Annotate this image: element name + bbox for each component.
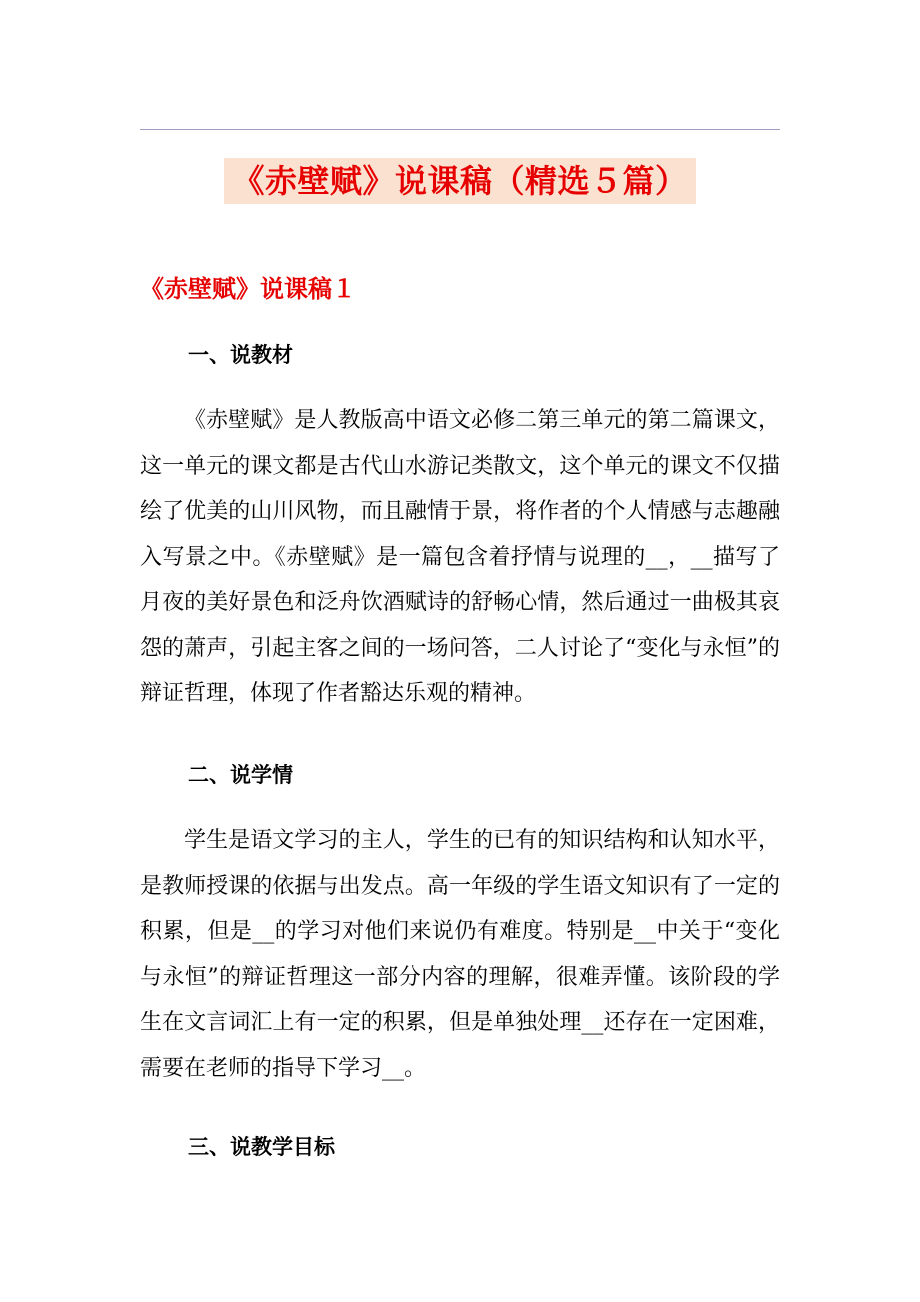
paragraph-students: 学生是语文学习的主人，学生的已有的知识结构和认知水平，是教师授课的依据与出发点。高一年级的学生语文知识有了一定的积累，但是__的学习对他们来说仍有难度。特别是__中关于“变化与永恒”的辩证哲理这一部分内容的理解，很难弄懂。该阶段的学生在文言词汇上有一定的积累，但是单独处理__还存在一定困难，需要在老师的指导下学习__。 [140, 828, 780, 1081]
header-rule [140, 129, 780, 130]
document-title: 《赤壁赋》说课稿（精选５篇） [224, 158, 695, 204]
heading-objectives: 三、说教学目标 [188, 1135, 335, 1159]
heading-students: 二、说学情 [188, 763, 293, 787]
section-title: 《赤壁赋》说课稿１ [140, 274, 356, 303]
heading-textbook: 一、说教材 [188, 343, 293, 367]
paragraph-textbook: 《赤壁赋》是人教版高中语文必修二第三单元的第二篇课文，这一单元的课文都是古代山水游记类散文，这个单元的课文不仅描绘了优美的山川风物，而且融情于景，将作者的个人情感与志趣融入写景之中。《赤壁赋》是一篇包含着抒情与说理的__，__描写了月夜的美好景色和泛舟饮酒赋诗的舒畅心情，然后通过一曲极其哀怨的萧声，引起主客之间的一场问答，二人讨论了“变化与永恒”的辩证哲理，体现了作者豁达乐观的精神。 [140, 408, 780, 706]
title-container [0, 158, 920, 204]
